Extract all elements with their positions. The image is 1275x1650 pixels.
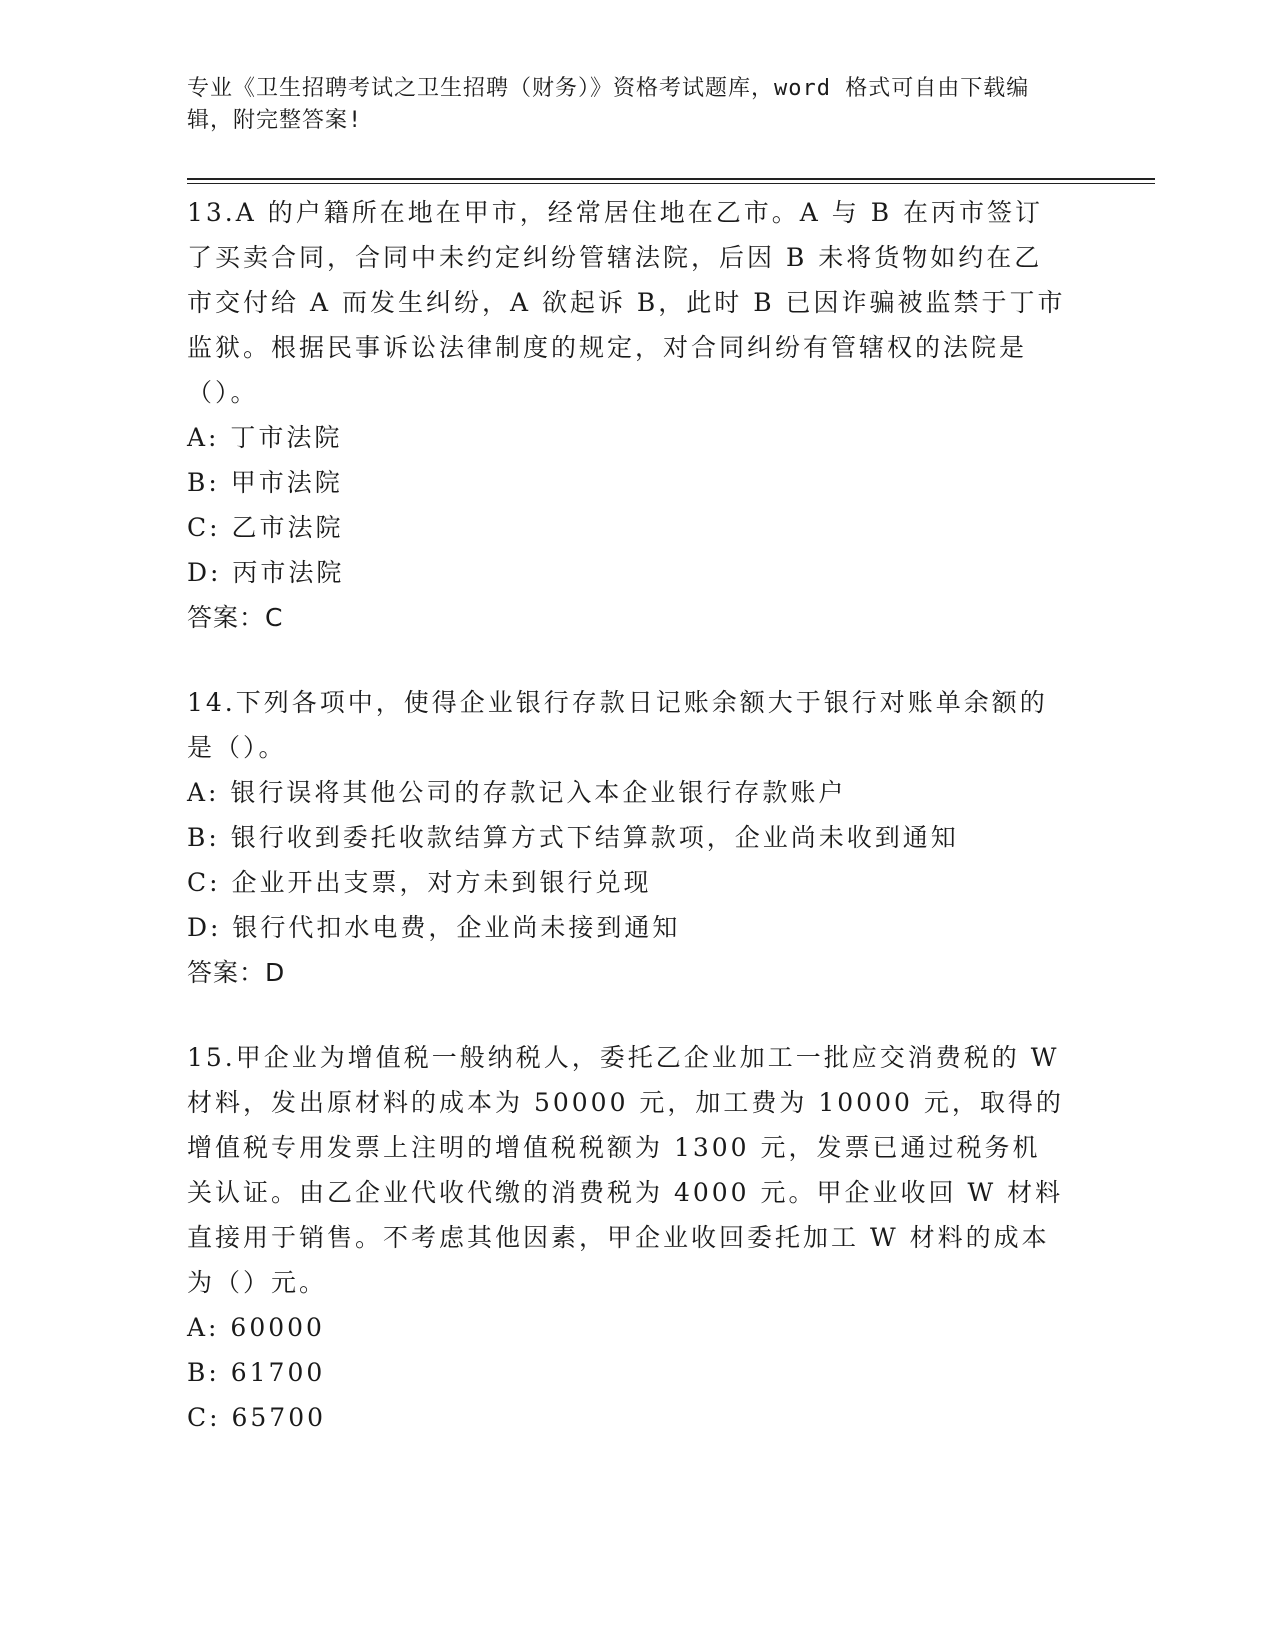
header-divider-thick xyxy=(187,178,1155,180)
answer-line: 答案：D xyxy=(187,958,286,987)
question-13 xyxy=(187,190,1067,640)
option-d: D: 银行代扣水电费，企业尚未接到通知 xyxy=(187,913,681,942)
option-a: A: 60000 xyxy=(187,1313,325,1342)
option-b: B: 银行收到委托收款结算方式下结算款项，企业尚未收到通知 xyxy=(187,823,959,852)
question-14 xyxy=(187,680,1067,995)
option-b: B: 甲市法院 xyxy=(187,468,343,497)
question-list xyxy=(187,190,1067,1480)
option-c: C: 65700 xyxy=(187,1403,327,1432)
question-stem: 13.A 的户籍所在地在甲市，经常居住地在乙市。A 与 B 在丙市签订了买卖合同，合同中未约定纠纷管辖法院，后因 B 未将货物如约在乙市交付给 A 而发生纠纷，A 欲起诉 B，此时 B 已因诈骗被监禁于丁市监狱。根据民事诉讼法律制度的规定，对合同纠纷有管辖权的法院是（）。 xyxy=(187,198,1066,407)
option-b: B: 61700 xyxy=(187,1358,326,1387)
option-c: C: 企业开出支票，对方未到银行兑现 xyxy=(187,868,652,897)
document-header: 专业《卫生招聘考试之卫生招聘（财务）》资格考试题库，word 格式可自由下载编辑，附完整答案! xyxy=(187,76,1030,133)
question-stem: 15.甲企业为增值税一般纳税人，委托乙企业加工一批应交消费税的 W 材料，发出原材料的成本为 50000 元，加工费为 10000 元，取得的增值税专用发票上注明的增值税税额为 1300 元，发票已通过税务机关认证。由乙企业代收代缴的消费税为 4000 元。甲企业收回 W 材料直接用于销售。不考虑其他因素，甲企业收回委托加工 W 材料的成本为（）元。 xyxy=(187,1043,1064,1297)
option-c: C: 乙市法院 xyxy=(187,513,344,542)
option-d: D: 丙市法院 xyxy=(187,558,345,587)
question-15 xyxy=(187,1035,1067,1440)
question-stem: 14.下列各项中，使得企业银行存款日记账余额大于银行对账单余额的是（）。 xyxy=(187,688,1048,762)
option-a: A: 银行误将其他公司的存款记入本企业银行存款账户 xyxy=(187,778,847,807)
answer-line: 答案：C xyxy=(187,603,284,632)
option-a: A: 丁市法院 xyxy=(187,423,343,452)
header-divider-thin xyxy=(187,183,1155,184)
